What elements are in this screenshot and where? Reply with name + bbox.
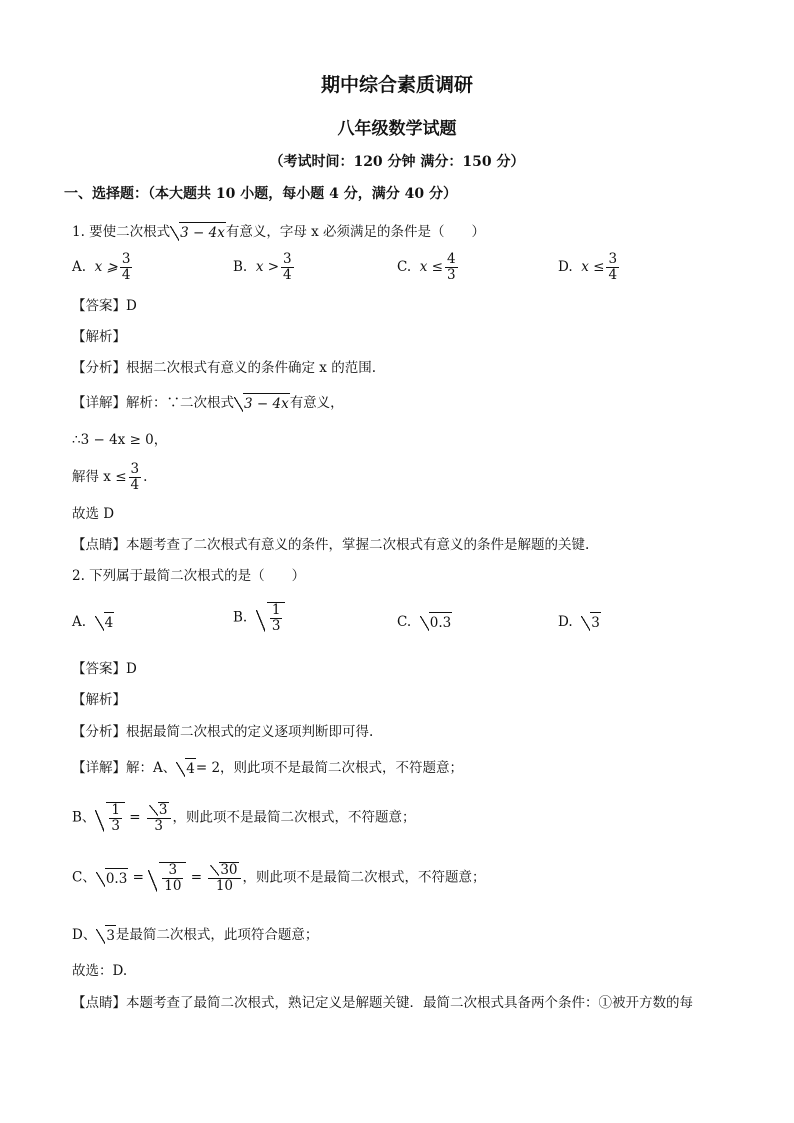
radicand: 0.3 bbox=[105, 868, 128, 889]
denominator: 3 bbox=[111, 818, 121, 834]
q2-option-c bbox=[397, 612, 452, 633]
radicand: 0.3 bbox=[429, 612, 452, 633]
fraction bbox=[270, 603, 283, 634]
section-heading: 一、选择题：（本大题共 10 小题，每小题 4 分，满分 40 分） bbox=[64, 186, 457, 202]
q2-fenxi: 【分析】根据最简二次根式的定义逐项判断即可得. bbox=[72, 724, 374, 740]
radicand: 4 bbox=[104, 612, 115, 633]
q2-stem: 2. 下列属于最简二次根式的是（ ） bbox=[72, 568, 306, 584]
option-label: A. bbox=[72, 259, 87, 275]
option-label: D、 bbox=[72, 927, 97, 943]
detail-text: 是最简二次根式，此项符合题意； bbox=[115, 927, 319, 943]
sqrt-4 bbox=[95, 612, 115, 633]
sqrt-3-4x bbox=[170, 222, 226, 243]
q1-option-b bbox=[233, 252, 296, 283]
numerator: 4 bbox=[446, 251, 456, 267]
radicand bbox=[159, 862, 186, 894]
q2-detail-c: C、 0.3 = $\frac{3}{10}$ = $\frac{30}{10}$ ，则此项不是最简二次根式，不符题意； bbox=[72, 862, 486, 894]
page-title: 期中综合素质调研 bbox=[320, 74, 473, 96]
option-label: B、 bbox=[72, 809, 96, 826]
q2-option-b bbox=[233, 602, 285, 634]
denominator: 10 bbox=[164, 878, 182, 894]
fraction bbox=[208, 862, 240, 894]
radicand: 4 bbox=[185, 758, 196, 779]
denominator: 4 bbox=[608, 267, 618, 283]
q1-stem-b: 有意义，字母 x 必须满足的条件是（ ） bbox=[225, 224, 486, 240]
numerator: 3 bbox=[130, 461, 140, 477]
q1-fenxi: 【分析】根据二次根式有意义的条件确定 x 的范围. bbox=[72, 360, 376, 376]
fraction bbox=[606, 252, 619, 283]
option-label: C、 bbox=[72, 869, 96, 886]
q1-step1: ∴3 − 4x ≥ 0， bbox=[72, 432, 168, 448]
radicand: 3 bbox=[158, 802, 168, 818]
radicand: 3 − 4x bbox=[179, 222, 226, 243]
equals-2: = 2 bbox=[195, 760, 221, 776]
q1-detail-a: 【详解】解析：∵二次根式 bbox=[72, 395, 234, 411]
q1-option-d bbox=[558, 252, 621, 283]
exam-info: （考试时间：120 分钟 满分：150 分） bbox=[269, 154, 525, 170]
option-label: A. bbox=[72, 614, 87, 630]
fraction bbox=[109, 803, 122, 834]
option-label: C. bbox=[397, 259, 412, 275]
numerator bbox=[208, 862, 240, 879]
radicand: 3 − 4x bbox=[243, 393, 290, 414]
fraction bbox=[120, 252, 133, 283]
q1-detail bbox=[72, 393, 344, 414]
q1-step2 bbox=[72, 462, 147, 493]
numerator: 1 bbox=[111, 802, 121, 818]
q1-answer: 【答案】D bbox=[72, 298, 137, 314]
sqrt-0-3 bbox=[96, 868, 128, 889]
sqrt-30 bbox=[210, 862, 238, 878]
numerator: 3 bbox=[283, 251, 292, 267]
denominator: 4 bbox=[121, 267, 131, 283]
q1-detail-b: 有意义， bbox=[289, 395, 344, 411]
option-label: D. bbox=[558, 259, 573, 275]
option-relation: x ⩾ bbox=[94, 259, 118, 275]
q1-stem-a: 1. 要使二次根式 bbox=[72, 224, 171, 240]
detail-prefix: 【详解】解：A、 bbox=[72, 760, 177, 776]
denominator: 3 bbox=[271, 618, 281, 634]
period: . bbox=[143, 469, 148, 485]
numerator: 1 bbox=[271, 602, 281, 618]
detail-text: ，则此项不是最简二次根式，不符题意； bbox=[242, 869, 486, 886]
sqrt-1-3 bbox=[256, 602, 286, 634]
option-label: B. bbox=[233, 609, 248, 626]
option-label: D. bbox=[558, 614, 573, 630]
fraction bbox=[162, 863, 183, 894]
q2-analysis-heading: 【解析】 bbox=[72, 692, 126, 708]
option-label: C. bbox=[397, 614, 412, 630]
q2-option-d bbox=[558, 612, 601, 633]
detail-text: ，则此项不是最简二次根式，不符题意； bbox=[172, 809, 416, 826]
fraction bbox=[147, 802, 171, 834]
denominator: 3 bbox=[154, 818, 164, 834]
q1-option-c bbox=[397, 252, 460, 283]
denominator: 4 bbox=[283, 267, 292, 283]
q1-stem bbox=[72, 222, 485, 243]
page-subtitle: 八年级数学试题 bbox=[337, 119, 457, 139]
q1-comment: 【点睛】本题考查了二次根式有意义的条件，掌握二次根式有意义的条件是解题的关键. bbox=[72, 537, 590, 553]
q2-choose: 故选：D. bbox=[72, 963, 128, 979]
radicand: 30 bbox=[220, 862, 238, 878]
option-relation: x ≤ bbox=[581, 259, 605, 275]
denominator: 3 bbox=[446, 267, 456, 283]
sqrt-4 bbox=[176, 758, 196, 779]
numerator: 3 bbox=[162, 863, 183, 879]
option-label: B. bbox=[233, 259, 248, 275]
q2-detail-d bbox=[72, 925, 318, 946]
sqrt-0-3 bbox=[420, 612, 452, 633]
fraction bbox=[445, 252, 458, 283]
q2-option-a bbox=[72, 612, 114, 633]
q1-option-a bbox=[72, 252, 134, 283]
q1-analysis-heading: 【解析】 bbox=[72, 329, 126, 345]
radicand bbox=[106, 802, 125, 834]
q1-step2-a: 解得 x ≤ bbox=[72, 469, 127, 485]
numerator: 3 bbox=[608, 251, 618, 267]
option-relation: x ≤ bbox=[419, 259, 443, 275]
q2-comment: 【点睛】本题考查了最简二次根式，熟记定义是解题关键．最简二次根式具备两个条件：①被开方数的每 bbox=[72, 995, 693, 1011]
sqrt-1-3 bbox=[95, 802, 125, 834]
option-relation: x > bbox=[255, 259, 280, 275]
numerator: 3 bbox=[121, 251, 131, 267]
radicand: 3 bbox=[105, 925, 116, 946]
radicand bbox=[267, 602, 286, 634]
fraction bbox=[129, 462, 142, 493]
sqrt-3 bbox=[581, 612, 601, 633]
q2-detail-a bbox=[72, 758, 463, 779]
q2-answer: 【答案】D bbox=[72, 661, 137, 677]
sqrt-3-4x bbox=[234, 393, 290, 414]
radicand: 3 bbox=[590, 612, 601, 633]
sqrt-3 bbox=[149, 802, 169, 818]
denominator: 4 bbox=[130, 477, 140, 493]
denominator: 10 bbox=[215, 878, 234, 894]
detail-text: ，则此项不是最简二次根式，不符题意； bbox=[220, 760, 464, 776]
sqrt-3 bbox=[96, 925, 116, 946]
numerator bbox=[147, 802, 171, 819]
fraction bbox=[281, 252, 294, 283]
sqrt-3-10 bbox=[148, 862, 186, 894]
q2-detail-b: B、 $\frac{1}{3}$ = $\frac{3}{3}$ ，则此项不是最简二次根式，不符题意； bbox=[72, 802, 416, 834]
q1-choose: 故选 D bbox=[72, 506, 115, 522]
